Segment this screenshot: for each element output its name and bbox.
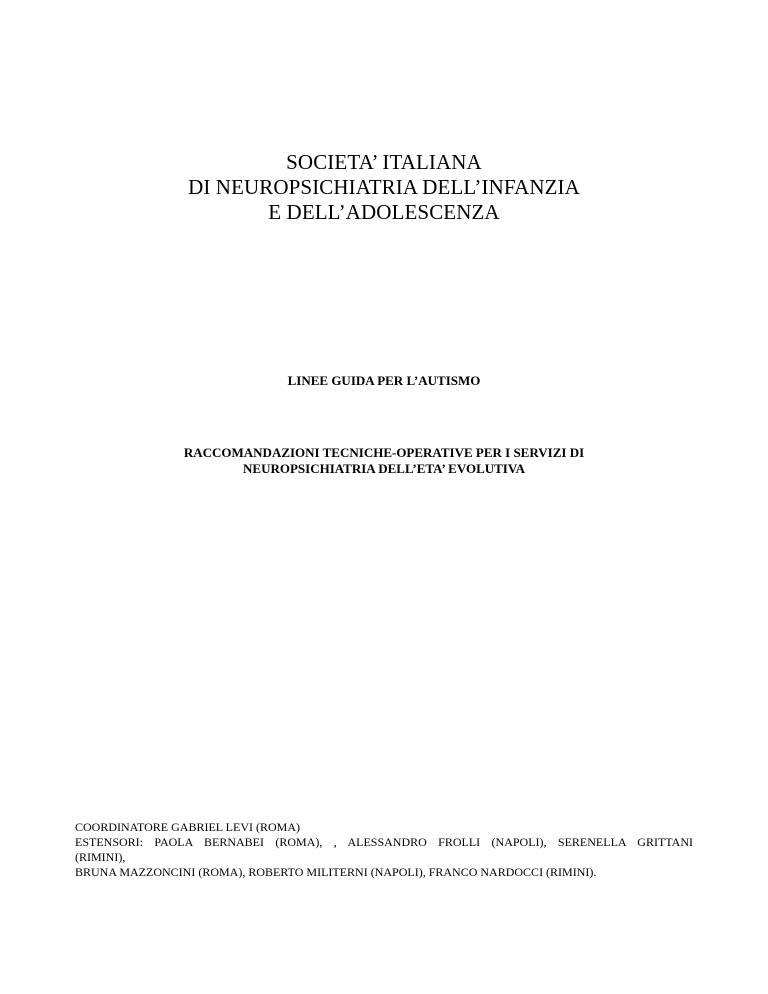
recommendations-line-1: RACCOMANDAZIONI TECNICHE-OPERATIVE PER I SERVIZI DI (183, 445, 585, 460)
recommendations-line-2: NEUROPSICHIATRIA DELL’ETA’ EVOLUTIVA (243, 461, 525, 476)
authors-block (75, 820, 693, 880)
extensors-line-2: (RIMINI), (75, 850, 126, 864)
title-line-3: E DELL’ADOLESCENZA (268, 200, 500, 224)
extensors-line-3: BRUNA MAZZONCINI (ROMA), ROBERTO MILITERNI (NAPOLI), FRANCO NARDOCCI (RIMINI). (75, 865, 597, 879)
title-line-2: DI NEUROPSICHIATRIA DELL’INFANZIA (188, 175, 580, 199)
extensors-line-1: ESTENSORI: PAOLA BERNABEI (ROMA), , ALESSANDRO FROLLI (NAPOLI), SERENELLA GRITTANI (75, 835, 693, 849)
guideline-title: LINEE GUIDA PER L’AUTISMO (287, 373, 481, 388)
title-line-1: SOCIETA’ ITALIANA (286, 150, 482, 174)
society-title (0, 150, 768, 225)
recommendations-title (0, 445, 768, 477)
coordinator-line: COORDINATORE GABRIEL LEVI (ROMA) (75, 820, 300, 834)
